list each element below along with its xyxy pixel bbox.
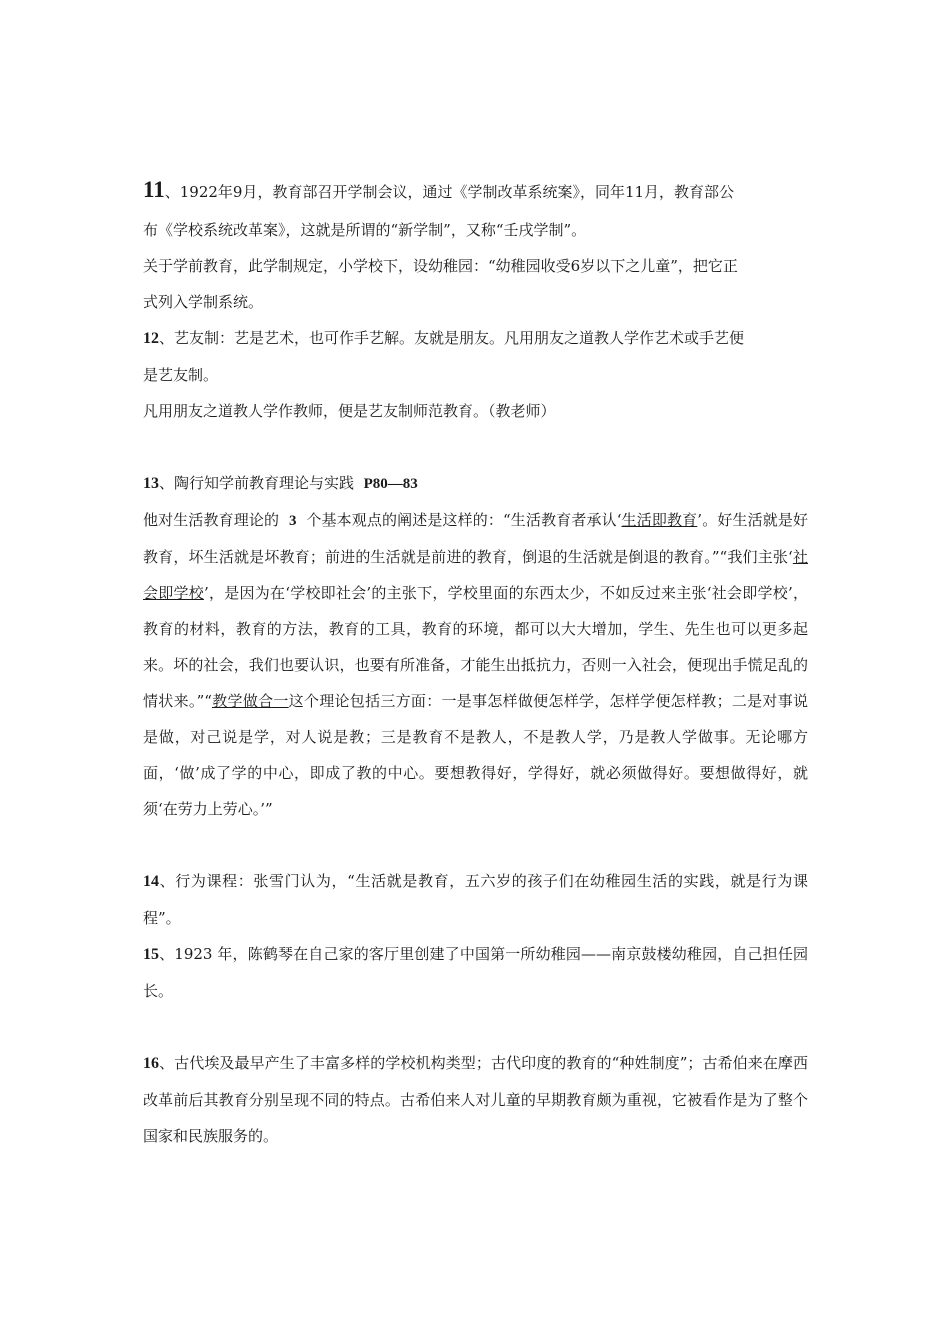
blank-line <box>143 827 808 863</box>
underlined-term: 生活即教育 <box>621 511 698 529</box>
item-count: 3 <box>289 513 297 529</box>
item-13-body <box>143 502 808 827</box>
item-text: 是艺友制。 <box>143 366 219 384</box>
item-16 <box>143 1045 808 1154</box>
item-text: 、艺友制：艺是艺术，也可作手艺解。友就是朋友。凡用朋友之道教人学作艺术或手艺便 <box>159 329 745 347</box>
item-text: 凡用朋友之道教人学作教师，便是艺友制师范教育。（教老师） <box>143 402 556 420</box>
item-12-line-3 <box>143 393 808 429</box>
item-number: 15 <box>143 946 159 963</box>
item-title: 、陶行知学前教育理论与实践 <box>159 474 355 492</box>
item-text: 1922年9月，教育部召开学制会议，通过《学制改革系统案》，同年11月，教育部公 <box>179 183 735 201</box>
item-text: 、行为课程：张雪门认为，“生活就是教育，五六岁的孩子们在幼稚园生活的实践，就是行为课程”。 <box>143 872 808 927</box>
item-text: ’。好生活就是好教育，坏生活就是坏教育；前进的生活就是前进的教育，倒退的生活就是倒退的教育。”“我们主张‘ <box>143 511 808 566</box>
item-text: 这个理论包括三方面：一是事怎样做便怎样学，怎样学便怎样教；二是对事说是做，对己说是学，对人说是教；三是教育不是教人，不是教人学，乃是教人学做事。无论哪方面，‘做’成了学的中心，即成了教的中心。要想教得好，学得好，就必须做得好。要想做得好，就须‘在劳力上劳心。’” <box>143 692 808 818</box>
underlined-term: 教学做合一 <box>211 692 289 710</box>
item-text: 、1923 年，陈鹤琴在自己家的客厅里创建了中国第一所幼稚园——南京鼓楼幼稚园，自己担任园长。 <box>143 945 808 1000</box>
item-text: 、古代埃及最早产生了丰富多样的学校机构类型；古代印度的教育的“种姓制度”；古希伯来在摩西改革前后其教育分别呈现不同的特点。古希伯来人对儿童的早期教育颇为重视，它被看作是为了整个国家和民族服务的。 <box>143 1054 808 1145</box>
item-text: ’，是因为在‘学校即社会’的主张下，学校里面的东西太少，不如反过来主张‘社会即学校’，教育的材料，教育的方法，教育的工具，教育的环境，都可以大大增加，学生、先生也可以更多起来。坏的社会，我们也要认识，也要有所准备，才能生出抵抗力，否则一入社会，便现出手慌足乱的情状来。”“ <box>143 584 808 710</box>
item-number: 13 <box>143 475 159 492</box>
underlined-term: 社会即学校 <box>143 548 808 602</box>
item-number: 14 <box>143 873 159 890</box>
blank-line <box>143 429 808 465</box>
item-number: 11 <box>143 177 165 202</box>
item-number: 16 <box>143 1055 159 1072</box>
item-12-line-2 <box>143 357 808 393</box>
item-separator: 、 <box>164 183 180 201</box>
item-text: 布《学校系统改革案》，这就是所谓的“新学制”，又称“壬戌学制”。 <box>143 221 587 239</box>
item-text: 式列入学制系统。 <box>143 293 264 311</box>
item-number: 12 <box>143 330 159 347</box>
item-11-line-4 <box>143 284 808 320</box>
page-reference: P80—83 <box>363 476 418 492</box>
blank-line <box>143 1009 808 1045</box>
item-text: 他对生活教育理论的 <box>143 511 280 529</box>
item-11-line-1 <box>143 170 808 212</box>
item-text: 个基本观点的阐述是这样的：“生活教育者承认‘ <box>306 511 622 529</box>
item-11-line-2 <box>143 212 808 248</box>
item-11-line-3 <box>143 248 808 284</box>
document-body <box>143 170 808 1154</box>
item-13-heading <box>143 465 808 502</box>
item-12-line-1 <box>143 320 808 357</box>
item-15 <box>143 936 808 1009</box>
item-text: 关于学前教育，此学制规定，小学校下，设幼稚园：“幼稚园收受6岁以下之儿童”，把它正 <box>143 257 738 275</box>
item-14 <box>143 863 808 936</box>
